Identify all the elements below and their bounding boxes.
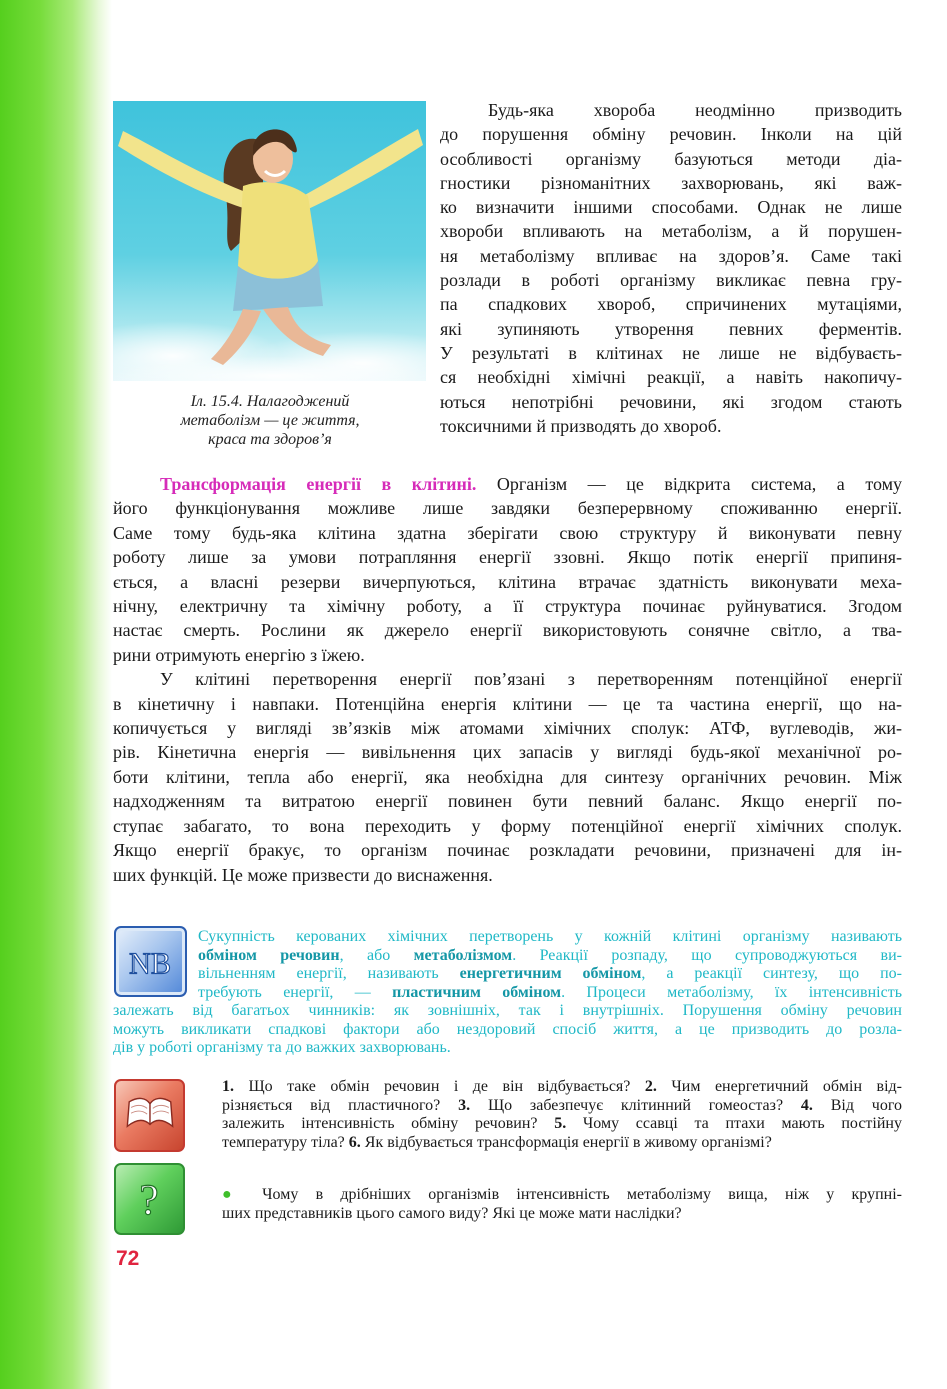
term-metabolism: метаболізмом <box>413 946 513 964</box>
text-line: розлади в роботі організму викликає певна гру- <box>440 270 902 291</box>
page-margin-band <box>0 0 112 1389</box>
bullet-icon: ● <box>222 1186 245 1203</box>
text-line: боти клітини, тепла або енергії, яка необхідна для синтезу органічних речовин. Між <box>113 766 902 787</box>
text-line: ших функцій. Це може призвести до виснаження. <box>113 864 493 885</box>
text-line <box>222 1115 902 1134</box>
question-text: Чим енергетичний обмін від- <box>656 1078 902 1095</box>
text-line: роботу лише за умови потрапляння енергії ззовні. Якщо потік енергії припиня- <box>113 547 902 568</box>
text-line <box>198 947 902 966</box>
text-line: У результаті в клітинах не лише не відбуваєть- <box>440 342 902 363</box>
text-line: дів у роботі організму та до важких захворювань. <box>113 1039 451 1056</box>
term-energy-exchange: енергетичним обміном <box>459 965 642 982</box>
text-line: Будь-яка хвороба неодмінно призводить <box>488 100 902 120</box>
text-line: в кінетичну і навпаки. Потенційна енергія клітини — це та частина енергії, що на- <box>113 693 902 714</box>
question-number: 2. <box>644 1078 657 1095</box>
text-line <box>222 1097 902 1116</box>
question-number: 5. <box>554 1115 567 1132</box>
text-line: настає смерть. Рослини як джерело енергії використовують сонячне світло, а тва- <box>113 620 902 641</box>
text-fragment: Організм — це відкрита система, а тому <box>476 474 903 494</box>
text-line: ко визначити іншими способами. Однак не лише <box>440 197 902 218</box>
main-text <box>113 472 902 887</box>
text-line: ня метаболізму впливає на здоров’я. Саме такі <box>440 245 902 266</box>
question-text: Що забезпечує клітинний гомеостаз? <box>470 1096 801 1114</box>
text-line <box>222 1186 902 1205</box>
text-line <box>198 965 902 984</box>
text-line: У клітині перетворення енергії пов’язані з перетворенням потенційної енергії <box>160 669 902 690</box>
text-fragment: , або <box>339 946 414 964</box>
text-line: па спадкових хвороб, спричинених мутаціями, <box>440 294 902 315</box>
question-text: залежить інтенсивність обміну речовин? <box>222 1115 555 1132</box>
open-book-icon <box>114 1079 185 1152</box>
question-text: температуру тіла? <box>222 1133 349 1151</box>
question-text: Від чого <box>812 1096 903 1114</box>
text-line: ступає забагато, то вона переходить у форму потенційної енергії хімічних сполук. <box>113 815 902 836</box>
caption-line: метаболізм — це життя, <box>180 412 360 429</box>
jumping-woman-photo <box>113 101 426 381</box>
text-line: рини отримують енергію з їжею. <box>113 644 365 665</box>
nb-icon <box>114 926 187 997</box>
text-line: його функціонування можливе лише завдяки безперервному споживанню енергії. <box>113 498 902 519</box>
caption-line: Іл. 15.4. Налагоджений <box>190 393 350 410</box>
text-line: гностики різноманітних захворювань, які важ- <box>440 172 902 193</box>
text-fragment: , а реакції синтезу, що по- <box>641 965 903 982</box>
page-number: 72 <box>116 1247 140 1270</box>
text-line <box>222 1078 902 1097</box>
term-plastic-exchange: пластичним обміном <box>392 983 562 1001</box>
question-mark-icon <box>114 1163 185 1235</box>
nb-icon-label: NB <box>129 946 171 981</box>
review-questions <box>222 1078 902 1152</box>
text-line: особливості організму базуються методи діа- <box>440 148 902 169</box>
question-text: Чому ссавці та птахи мають постійну <box>566 1115 902 1132</box>
think-question <box>222 1186 902 1223</box>
question-number: 4. <box>800 1096 813 1114</box>
term-metabolism-exchange: обміном речовин <box>198 946 340 964</box>
text-line: Якщо енергії бракує, то організм починає розкладати речовини, призначені для ін- <box>113 840 902 861</box>
caption-line: краса та здоров’я <box>208 431 332 448</box>
text-line: хвороби впливають на метаболізм, а й порушен- <box>440 221 902 242</box>
section-heading: Трансформація енергії в клітині. <box>160 474 477 494</box>
text-line: ється, а власні резерви вичерпуються, клітина втрачає здатність виконувати меха- <box>113 571 902 592</box>
text-fragment: требують енергії, — <box>198 983 393 1001</box>
text-line: ся необхідні хімічні реакції, а навіть накопичу- <box>440 367 902 388</box>
question-number: 1. <box>222 1078 234 1095</box>
question-text: Як відбувається трансформація енергії в живому організмі? <box>360 1133 772 1151</box>
text-line: нічну, електричну та хімічну роботу, а її структура починає руйнуватися. Згодом <box>113 596 902 617</box>
question-number: 6. <box>348 1133 361 1151</box>
text-line <box>198 984 902 1003</box>
question-number: 3. <box>458 1096 471 1114</box>
question-text: різняється від пластичного? <box>222 1096 459 1114</box>
question-text: Чому в дрібніших організмів інтенсивність метаболізму вища, ніж у крупні- <box>244 1186 902 1203</box>
text-line <box>222 1134 902 1153</box>
text-line <box>113 472 902 496</box>
text-line: ються непотрібні речовини, які згодом стають <box>440 391 902 412</box>
text-line: можуть викликати спадкові фактори або нездоровий спосіб життя, а це призводить до розла- <box>113 1020 902 1038</box>
text-line: копичується у вигляді зв’язків між атомами хімічних сполук: АТФ, вуглеводів, жи- <box>113 718 902 739</box>
text-line: токсичними й призводять до хвороб. <box>440 415 722 436</box>
text-line: Саме тому будь-яка клітина здатна зберігати свою структуру й виконувати певну <box>113 522 902 543</box>
text-fragment: . Процеси метаболізму, їх інтенсивність <box>561 983 902 1001</box>
text-line: які зупиняють утворення певних ферментів. <box>440 318 902 339</box>
text-fragment: . Реакції розпаду, що супроводжуються ви- <box>512 946 902 964</box>
text-line: залежать від багатьох чинників: як зовнішніх, так і внутрішніх. Порушення обміну речовин <box>113 1002 902 1019</box>
question-icon-label: ? <box>139 1176 159 1225</box>
text-line: ших представників цього самого виду? Які це може мати наслідки? <box>222 1204 682 1222</box>
intro-paragraph <box>440 98 902 438</box>
text-fragment: вільненням енергії, називають <box>198 965 460 982</box>
text-line: надходженням та витратою енергії повинен бути певний баланс. Якщо енергії по- <box>113 791 902 812</box>
question-text: Що таке обмін речовин і де він відбувається? <box>234 1078 645 1095</box>
text-line: Сукупність керованих хімічних перетворень у кожній клітині організму називають <box>198 928 902 945</box>
figure-caption <box>120 392 420 449</box>
text-line: до порушення обміну речовин. Інколи на цій <box>440 124 902 145</box>
text-line: рів. Кінетична енергія — вивільнення цих запасів у вигляді будь-якої механічної ро- <box>113 742 902 763</box>
